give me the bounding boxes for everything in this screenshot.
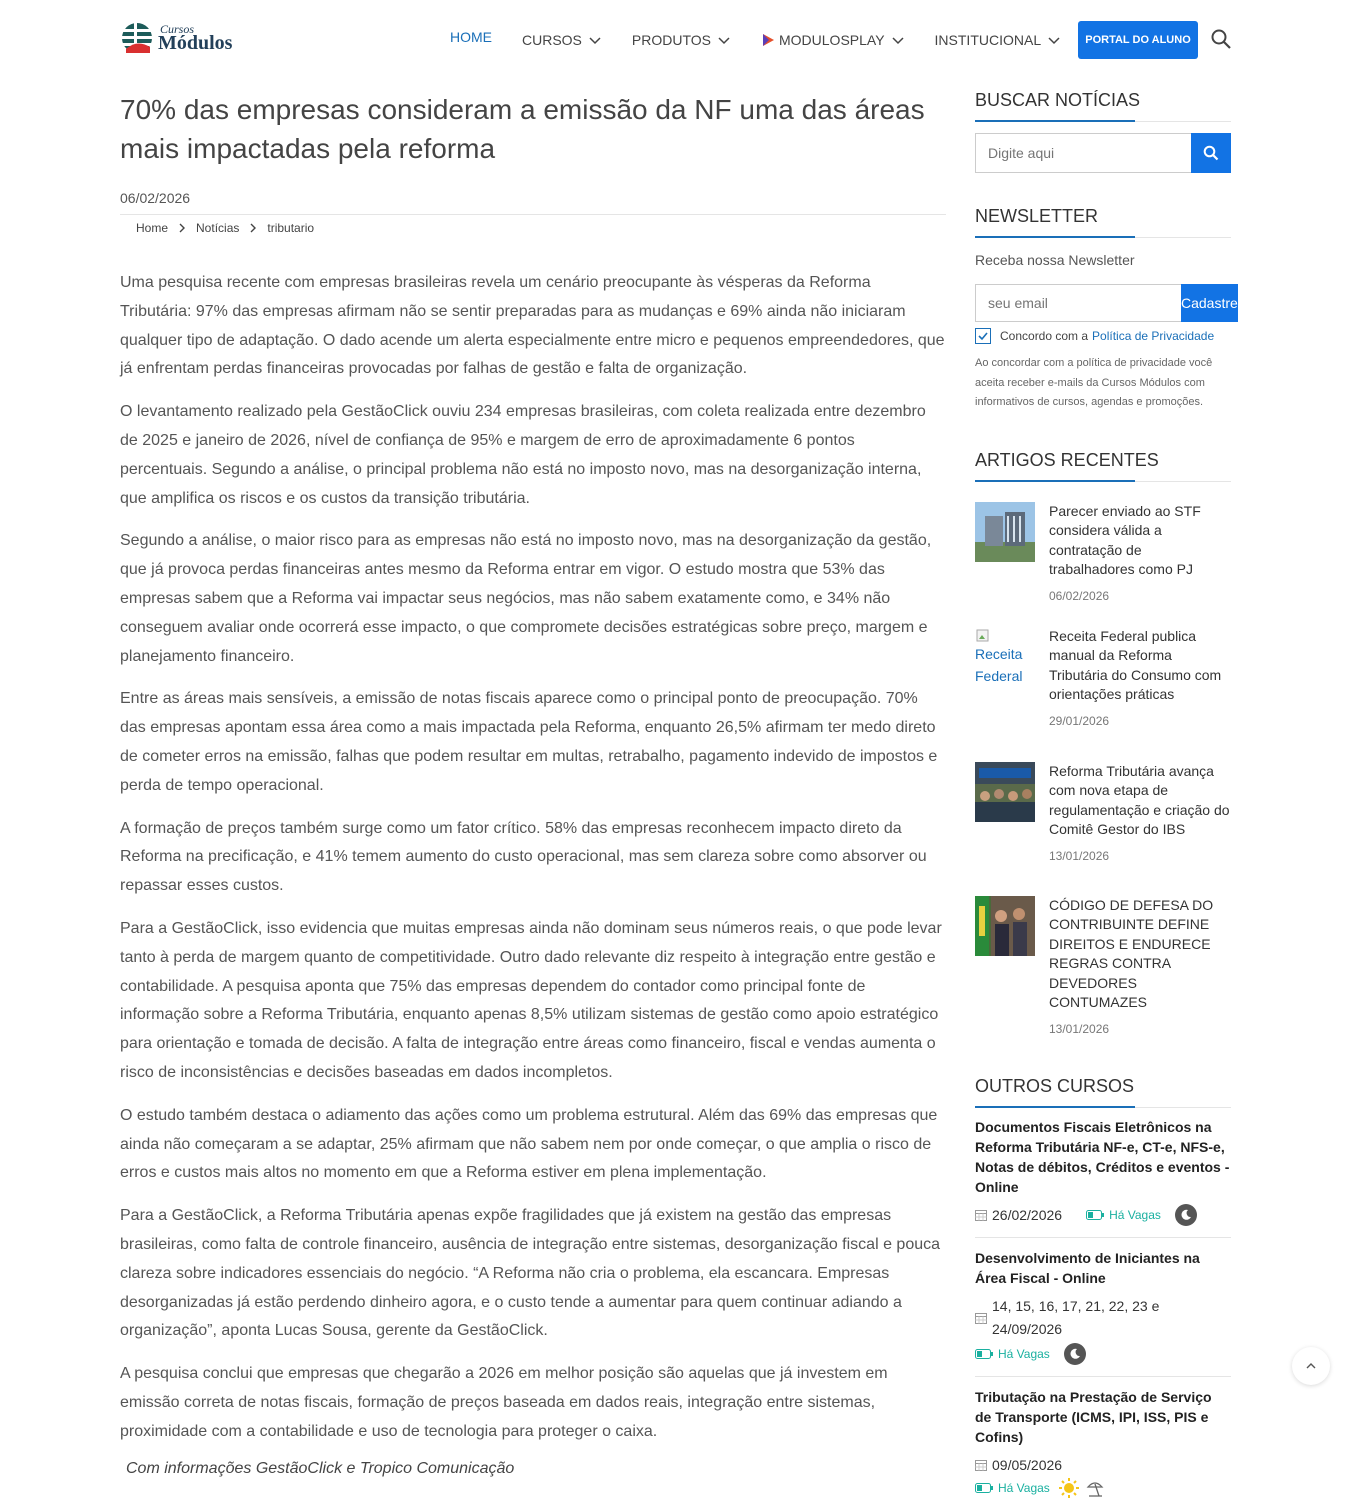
privacy-checkbox[interactable] xyxy=(975,328,991,344)
calendar-icon xyxy=(975,1459,987,1471)
recent-date: 29/01/2026 xyxy=(1049,713,1110,728)
logo-line2: Módulos xyxy=(158,32,233,54)
privacy-agree xyxy=(975,328,1231,344)
article-credit: Com informações GestãoClick e Tropico Comunicação xyxy=(126,1460,515,1478)
recent-date: 13/01/2026 xyxy=(1049,848,1110,863)
logo-text xyxy=(158,23,232,53)
recent-date: 13/01/2026 xyxy=(1049,1021,1110,1036)
recent-title[interactable]: Parecer enviado ao STF considera válida a contratação de trabalhadores como PJ xyxy=(1049,502,1201,577)
nav-home[interactable] xyxy=(450,29,492,45)
chevron-right-icon xyxy=(176,222,188,234)
recent-thumbnail[interactable] xyxy=(975,762,1035,822)
nav-modulosplay[interactable] xyxy=(761,32,905,48)
calendar-icon xyxy=(975,1209,987,1221)
course-title[interactable]: Desenvolvimento de Iniciantes na Área Fiscal - Online xyxy=(975,1249,1200,1286)
newsletter-email-input[interactable] xyxy=(975,284,1181,322)
article-paragraph: Uma pesquisa recente com empresas brasileiras revela um cenário preocupante às vésperas da Reforma Tributária: 97% das empresas afirmam não se sentir preparadas para as mudanças e 69% ainda não iniciaram qualquer tipo de adaptação. O dado acende um alerta especialmente entre micro e pequenos empreendedores, que já enfrentam perdas financeiras provocadas por falhas de gestão e falta de organização. xyxy=(120,274,945,378)
recent-thumbnail[interactable] xyxy=(975,502,1035,562)
article-paragraph: O estudo também destaca o adiamento das ações como um problema estrutural. Além das 69% das empresas que ainda não começaram a se adaptar, 25% afirmam que não sabem nem por onde começar, o que amplia o risco de erros e custos mais altos no momento em que a Reforma estiver em plena implementação. xyxy=(120,1106,938,1182)
sidebar xyxy=(975,90,1238,1501)
breadcrumb xyxy=(136,221,946,235)
course-status xyxy=(975,1477,1231,1500)
recent-heading: ARTIGOS RECENTES xyxy=(975,450,1231,482)
vagas-label: Há Vagas xyxy=(998,1346,1050,1361)
vagas-label: Há Vagas xyxy=(998,1480,1050,1495)
vagas-badge xyxy=(975,1477,1050,1500)
broken-image-icon xyxy=(976,629,990,643)
vagas-badge xyxy=(975,1343,1050,1366)
news-search xyxy=(975,133,1231,173)
moon-icon xyxy=(1064,1343,1086,1365)
recent-title[interactable]: Reforma Tributária avança com nova etapa de regulamentação e criação do Comitê Gestor do IBS xyxy=(1049,762,1230,837)
article-paragraph: Para a GestãoClick, a Reforma Tributária apenas expõe fragilidades que já existem na gestão das empresas brasileiras, como falta de controle financeiro, ausência de integração entre sistemas, desorganização fiscal e pouca clareza sobre indicadores essenciais do negócio. “A Reforma não cria o problema, ela escancara. Empresas desorganizadas já estão perdendo dinheiro agora, e o custo tende a aumentar para quem continuar adiando a organização”, aponta Lucas Sousa, gerente da GestãoClick. xyxy=(120,1207,941,1340)
article xyxy=(120,90,946,1478)
chevron-down-icon xyxy=(717,33,731,47)
chevron-down-icon xyxy=(1047,33,1061,47)
privacy-note: Ao concordar com a política de privacidade você aceita receber e-mails da Cursos Módulos com informativos de cursos, agendas e promoções. xyxy=(975,357,1213,408)
building-image xyxy=(975,502,1035,562)
article-paragraph: A pesquisa conclui que empresas que chegarão a 2026 em melhor posição são aquelas que já investem em emissão correta de notas fiscais, formação de preços baseada em dados reais, integração entre sistemas, proximidade com a contabilidade e uso de tecnologia para proteger o caixa. xyxy=(120,1365,888,1440)
vagas-badge xyxy=(1086,1204,1161,1227)
news-search-button[interactable] xyxy=(1191,133,1231,173)
main-nav xyxy=(450,0,1091,80)
logo-line1: Cursos xyxy=(160,22,195,36)
course-meta xyxy=(975,1454,1231,1477)
ceremony-image xyxy=(975,896,1035,956)
article-paragraph: Entre as áreas mais sensíveis, a emissão de notas fiscais aparece como o principal ponto de preocupação. 70% das empresas apontam essa área como a mais impactada pela Reforma, enquanto 26,5% afirmam ter medo direto de cometer erros na emissão, falhas que podem resultar em multas, retrabalho, pagamento indevido de impostos e perda de tempo operacional. xyxy=(120,690,938,794)
calendar-icon xyxy=(975,1312,987,1324)
nav-produtos-label: PRODUTOS xyxy=(631,32,711,48)
article-paragraph: A formação de preços também surge como um fator crítico. 58% das empresas reconhecem impacto direto da Reforma na precificação, e 41% temem aumento do custo operacional, mas sem clareza sobre como absorver ou repassar esses custos. xyxy=(120,819,927,895)
newsletter-submit-button[interactable]: Cadastre xyxy=(1181,284,1238,322)
site-logo[interactable] xyxy=(120,16,245,60)
nav-institucional-label: INSTITUCIONAL xyxy=(934,32,1042,48)
broken-image-alt: Receita Federal xyxy=(975,645,1023,684)
recent-article[interactable] xyxy=(975,627,1231,728)
beach-umbrella-icon xyxy=(1086,1479,1104,1497)
back-to-top-button[interactable] xyxy=(1292,1347,1330,1385)
course-item[interactable] xyxy=(975,1117,1231,1238)
battery-icon xyxy=(975,1349,993,1359)
recent-article[interactable] xyxy=(975,762,1231,863)
recent-thumbnail[interactable] xyxy=(975,627,1035,687)
nav-produtos[interactable] xyxy=(632,32,731,48)
privacy-policy-link[interactable]: Política de Privacidade xyxy=(1092,329,1215,343)
check-icon xyxy=(977,330,989,342)
sun-icon xyxy=(1058,1477,1080,1499)
vagas-label: Há Vagas xyxy=(1109,1207,1161,1222)
play-icon xyxy=(761,33,775,47)
recent-thumbnail[interactable] xyxy=(975,896,1035,956)
search-heading: BUSCAR NOTÍCIAS xyxy=(975,90,1231,122)
recent-date: 06/02/2026 xyxy=(1049,588,1110,603)
privacy-agree-text: Concordo com a xyxy=(1000,329,1089,343)
recent-article[interactable] xyxy=(975,896,1231,1036)
portal-aluno-button[interactable]: PORTAL DO ALUNO xyxy=(1078,21,1198,59)
course-meta xyxy=(975,1204,1231,1227)
moon-icon xyxy=(1175,1204,1197,1226)
divider xyxy=(120,214,946,215)
newsletter-heading: NEWSLETTER xyxy=(975,206,1231,238)
newsletter-form xyxy=(975,284,1238,322)
article-date: 06/02/2026 xyxy=(120,190,191,206)
nav-modulosplay-label: MODULOSPLAY xyxy=(779,32,885,48)
search-icon[interactable] xyxy=(1210,28,1232,50)
article-body xyxy=(120,269,946,1446)
article-paragraph: Segundo a análise, o maior risco para as empresas não está no imposto novo, mas na desorganização da gestão, que já provoca perdas financeiras antes mesmo da Reforma entrar em vigor. O estudo mostra que 53% das empresas sabem que a Reforma vai impactar seus negócios, mas não sabem exatamente como, e 34% não conseguem avaliar onde ocorrerá esse impacto, o que compromete decisões estratégicas sobre preço, margem e planejamento financeiro. xyxy=(120,532,932,665)
course-dates: 14, 15, 16, 17, 21, 22, 23 e 24/09/2026 xyxy=(992,1297,1160,1337)
search-icon xyxy=(1203,145,1219,161)
breadcrumb-noticias[interactable]: Notícias xyxy=(196,221,240,235)
breadcrumb-current[interactable]: tributario xyxy=(267,221,315,235)
nav-cursos-label: CURSOS xyxy=(522,32,582,48)
course-title[interactable]: Tributação na Prestação de Serviço de Transporte (ICMS, IPI, ISS, PIS e Cofins) xyxy=(975,1388,1212,1445)
nav-cursos[interactable] xyxy=(522,32,602,48)
courses-heading: OUTROS CURSOS xyxy=(975,1076,1231,1108)
newsletter-label: Receba nossa Newsletter xyxy=(975,252,1135,268)
chevron-down-icon xyxy=(588,33,602,47)
site-header xyxy=(0,0,1351,80)
course-dates: 09/05/2026 xyxy=(992,1456,1063,1473)
recent-list xyxy=(975,502,1231,1036)
course-status xyxy=(975,1343,1231,1366)
course-item[interactable] xyxy=(975,1248,1231,1377)
battery-icon xyxy=(975,1483,993,1493)
nav-institucional[interactable] xyxy=(935,32,1062,48)
course-dates: 26/02/2026 xyxy=(992,1206,1063,1223)
article-title: 70% das empresas consideram a emissão da NF uma das áreas mais impactadas pela reforma xyxy=(120,94,925,164)
recent-article[interactable] xyxy=(975,502,1231,603)
article-paragraph: O levantamento realizado pela GestãoClick ouviu 234 empresas brasileiras, com coleta realizada entre dezembro de 2025 e janeiro de 2026, nível de confiança de 95% e margem de erro de aproximadamente 6 pontos percentuais. Segundo a análise, o principal problema não está no imposto novo, mas na desorganização interna, que amplifica os riscos e os custos da transição tributária. xyxy=(120,403,926,507)
event-image xyxy=(975,762,1035,822)
course-item[interactable] xyxy=(975,1387,1231,1501)
battery-icon xyxy=(1086,1210,1104,1220)
course-title[interactable]: Documentos Fiscais Eletrônicos na Reforma Tributária NF-e, CT-e, NFS-e, Notas de débitos, Créditos e eventos - Online xyxy=(975,1118,1230,1195)
course-meta xyxy=(975,1295,1231,1341)
breadcrumb-home[interactable]: Home xyxy=(136,221,169,235)
nav-home-label: HOME xyxy=(450,29,492,45)
chevron-down-icon xyxy=(891,33,905,47)
news-search-input[interactable] xyxy=(975,133,1191,173)
recent-title[interactable]: Receita Federal publica manual da Reforma Tributária do Consumo com orientações práticas xyxy=(1049,627,1222,702)
recent-title[interactable]: CÓDIGO DE DEFESA DO CONTRIBUINTE DEFINE DIREITOS E ENDURECE REGRAS CONTRA DEVEDORES CONTUMAZES xyxy=(1049,896,1214,1010)
article-paragraph: Para a GestãoClick, isso evidencia que muitas empresas ainda não dominam seus números reais, o que pode levar tanto à perda de margem quanto de competitividade. Outro dado relevante diz respeito à integração entre gestão e contabilidade. A pesquisa aponta que 75% das empresas dependem do contador como principal fonte de informação sobre a Reforma Tributária, enquanto apenas 8,5% utilizam sistemas de gestão como apoio estratégico para orientação e tomada de decisão. A falta de integração entre áreas como financeiro, fiscal e vendas aumenta o risco de inconsistências e decisões baseadas em dados incompletos. xyxy=(120,919,942,1081)
chevron-up-icon xyxy=(1305,1360,1317,1372)
logo-globe-icon xyxy=(120,21,154,55)
chevron-right-icon xyxy=(247,222,259,234)
